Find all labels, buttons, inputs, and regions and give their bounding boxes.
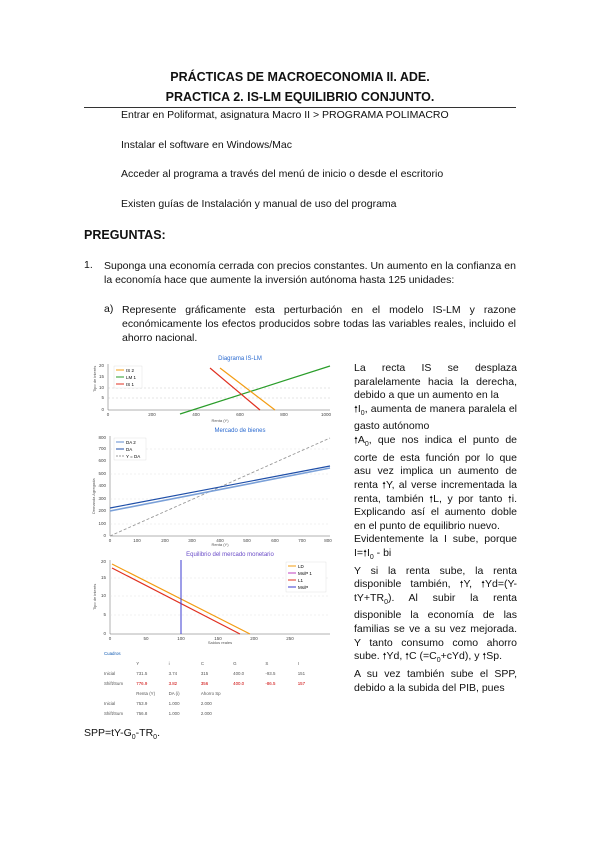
- up-arrow-icon: 🠕: [354, 435, 358, 446]
- instruction-3: Acceder al programa a través del menú de inicio o desde el escritorio: [121, 168, 444, 180]
- document-subtitle: PRACTICA 2. IS-LM EQUILIBRIO CONJUNTO.: [165, 90, 435, 104]
- islm-chart-title: Diagrama IS-LM: [218, 356, 262, 362]
- islm-xtick: 400: [192, 412, 200, 417]
- table-row: Inicial 731.5 3.74 315 400.0 -93.5 151: [104, 670, 306, 676]
- islm-xlabel: Renta (Y): [211, 418, 229, 423]
- islm-ytick: 10: [98, 385, 104, 390]
- up-arrow-icon: 🠕: [354, 403, 358, 414]
- islm-ytick: 0: [101, 407, 104, 412]
- goods-ytick: 500: [98, 471, 106, 476]
- legend-y-da: Y = DA: [126, 454, 141, 459]
- goods-ytick: 300: [98, 496, 106, 501]
- table-header: C: [200, 660, 205, 666]
- legend-l1: L1: [298, 578, 304, 583]
- money-xtick: 150: [214, 636, 222, 641]
- goods-xtick: 500: [243, 538, 251, 543]
- legend-ld: LD: [298, 564, 304, 569]
- up-arrow-icon: 🠕: [482, 651, 487, 662]
- up-arrow-icon: 🠕: [382, 479, 387, 490]
- up-arrow-icon: 🠕: [481, 579, 485, 590]
- money-xtick: 250: [286, 636, 294, 641]
- goods-ytick: 100: [98, 521, 106, 526]
- instruction-1: Entrar en Poliformat, asignatura Macro II > PROGRAMA POLIMACRO: [121, 109, 449, 121]
- legend-lm1: LM 1: [126, 375, 137, 380]
- goods-ytick: 0: [103, 533, 106, 538]
- table-header: G: [233, 660, 237, 666]
- legend-ms-p: Ms/P: [298, 585, 309, 590]
- goods-xtick: 200: [161, 538, 169, 543]
- table-header: I: [297, 660, 299, 666]
- money-xtick: 100: [177, 636, 185, 641]
- islm-ylabel: Tipo de interés: [92, 365, 97, 392]
- legend-ms-p1: Ms/P 1: [298, 571, 312, 576]
- question-number: 1.: [84, 259, 93, 271]
- money-market-chart: [90, 548, 340, 646]
- goods-xtick: 800: [324, 538, 332, 543]
- subquestion-a-text: Represente gráficamente esta perturbación en el modelo IS-LM y razone económicamente los efectos producidos sobre todas las variables reales, incluido el ahorro nacional.: [122, 304, 516, 344]
- islm-chart: [90, 352, 340, 424]
- goods-xtick: 400: [216, 538, 224, 543]
- table-header: Y: [136, 660, 140, 666]
- subquestion-label: a): [104, 303, 114, 315]
- question-1-text: Suponga una economía cerrada con precios constantes. Un aumento en la confianza en la economía hace que aumente la inversión autónoma hasta 125 unidades:: [104, 260, 516, 286]
- islm-ytick: 15: [98, 374, 104, 379]
- goods-xtick: 100: [133, 538, 141, 543]
- islm-xtick: 600: [236, 412, 244, 417]
- goods-xtick: 0: [108, 538, 112, 543]
- islm-xtick: 200: [148, 412, 156, 417]
- money-ytick: 20: [100, 559, 106, 564]
- legend-is2: IS 2: [126, 368, 135, 373]
- da2-line: [110, 468, 330, 511]
- goods-chart-title: Mercado de bienes: [214, 428, 266, 434]
- goods-market-chart: [90, 424, 340, 548]
- table-row: Inicial 753.9 1.000 2.000: [104, 700, 212, 706]
- money-xlabel: Saldos reales: [207, 640, 233, 645]
- goods-ytick: 600: [98, 458, 106, 463]
- table-row: Shift/Sum 776.9 3.82 356 400.0 -86.5 157: [104, 680, 306, 686]
- money-chart-title: Equilibrio del mercado monetario: [186, 552, 274, 558]
- goods-ylabel: Demanda Agregada: [91, 478, 96, 514]
- up-arrow-icon: 🠕: [363, 547, 367, 558]
- table-header-row-2: Renta (Y) DA (i) Ahorro Sp: [136, 690, 221, 696]
- instruction-2: Instalar el software en Windows/Mac: [121, 139, 292, 151]
- up-arrow-icon: 🠕: [459, 579, 464, 590]
- table-header-row: [104, 658, 330, 668]
- up-arrow-icon: 🠕: [405, 651, 410, 662]
- title-divider: [84, 107, 516, 108]
- up-arrow-icon: 🠕: [382, 651, 387, 662]
- lm-curve: [180, 366, 330, 414]
- money-ytick: 0: [103, 631, 106, 636]
- money-ytick: 10: [100, 593, 106, 598]
- islm-xtick: 1000: [320, 412, 332, 417]
- explanation-text: La recta IS se desplaza paralelamente hacia la derecha, debido a que un aumento en la $🠕I_0$, aumenta de manera paralela el gasto autónomo $🠕A_0$, que nos indica el punto de corte de esta función por lo que asu vez implica un aumento de renta 🠕Y, al verse incrementada la renta, también 🠕L, y por tanto 🠕i. Explicando así el aumento doble en el punto de equilibrio nuevo. Evidentemente la I sube, porque $I=🠕I_0$ - bi Y si la renta sube, la renta disponible también, 🠕Y, $🠕Yd=(Y-tY+TR_0)$. Al subir la renta disponible la economía de las familias se ve a su vez mejorada. Y tanto consumo como ahorro sube. 🠕Yd, 🠕C $(=C_0+cYd)$, y 🠕Sp. A su vez también sube el SPP, debido a la subida del PIB, pues: [354, 362, 517, 694]
- is2-curve: [220, 368, 275, 410]
- goods-xtick: 600: [271, 538, 279, 543]
- goods-ytick: 700: [98, 446, 106, 451]
- goods-xtick: 700: [298, 538, 306, 543]
- instruction-4: Existen guías de Instalación y manual de uso del programa: [121, 198, 397, 210]
- spp-formula: $SPP=tY-G_0-TR_0$.: [84, 727, 160, 742]
- da-line: [110, 466, 330, 508]
- islm-xtick: 0: [106, 412, 110, 417]
- legend-is1: IS 1: [126, 382, 135, 387]
- goods-ytick: 200: [98, 508, 106, 513]
- goods-ytick: 800: [98, 435, 106, 440]
- is1-curve: [210, 368, 260, 410]
- table-header: i: [168, 660, 170, 666]
- table-header: S: [265, 660, 269, 666]
- legend-da2: DA 2: [126, 440, 136, 445]
- islm-xtick: 800: [280, 412, 288, 417]
- money-ytick: 15: [100, 575, 106, 580]
- islm-ytick: 20: [98, 363, 104, 368]
- money-ylabel: Tipo de interés: [92, 583, 97, 610]
- up-arrow-icon: 🠕: [507, 493, 512, 504]
- goods-xlabel: Renta (Y): [211, 542, 229, 547]
- legend-da: DA: [126, 447, 133, 452]
- islm-ytick: 5: [101, 395, 104, 400]
- goods-xtick: 300: [188, 538, 196, 543]
- document-title: PRÁCTICAS DE MACROECONOMIA II. ADE.: [170, 70, 430, 84]
- table-label: Cuadros: [104, 650, 121, 656]
- questions-heading: PREGUNTAS:: [84, 228, 166, 242]
- l1-curve: [112, 568, 240, 634]
- up-arrow-icon: 🠕: [429, 493, 434, 504]
- money-xtick: 50: [143, 636, 149, 641]
- goods-ytick: 400: [98, 483, 106, 488]
- money-xtick: 0: [108, 636, 112, 641]
- table-row: Shift/Sum 756.8 1.000 2.000: [104, 710, 212, 716]
- money-xtick: 200: [250, 636, 258, 641]
- money-ytick: 5: [103, 612, 106, 617]
- results-table: [104, 648, 330, 718]
